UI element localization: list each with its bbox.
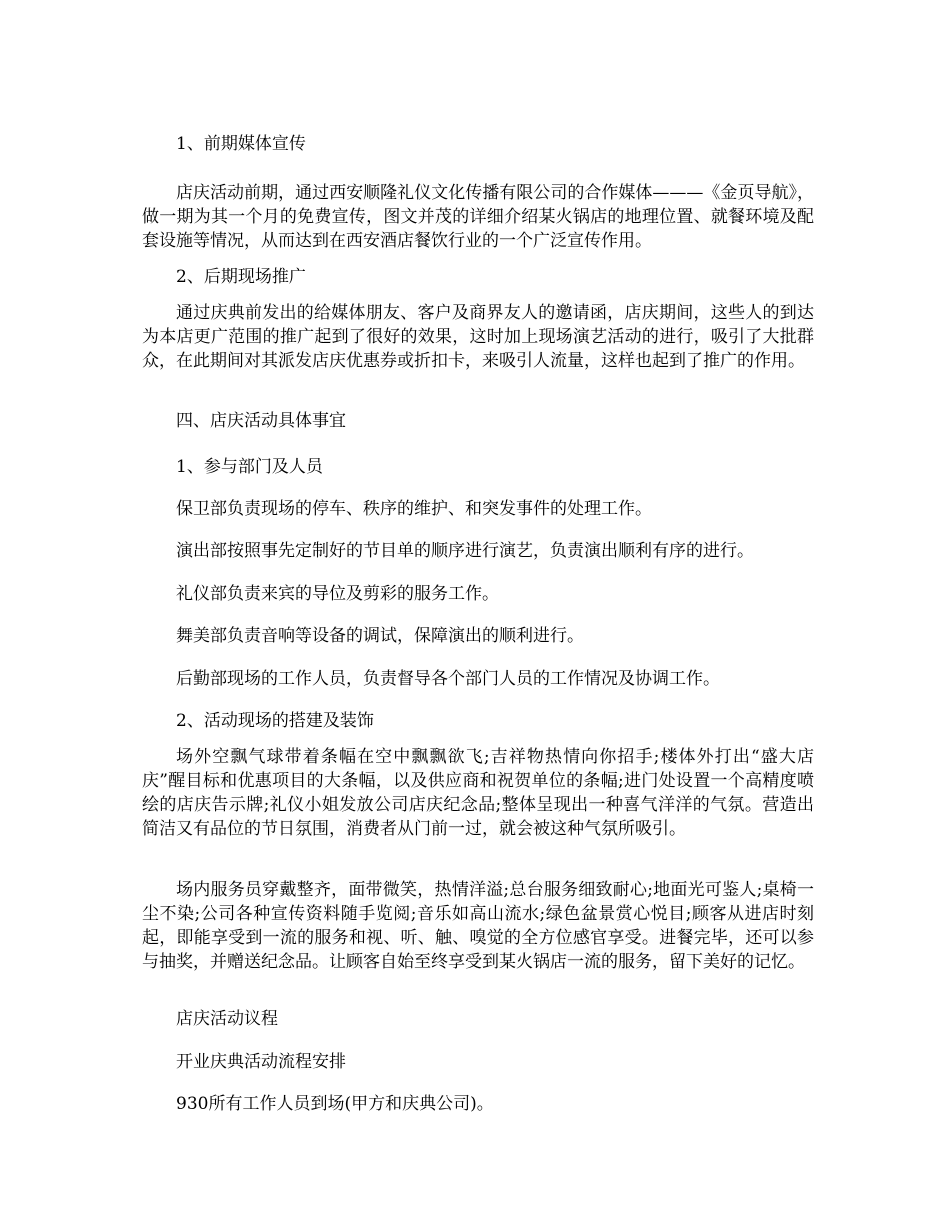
heading-event-details: 四、店庆活动具体事宜 <box>176 411 346 431</box>
paragraph-performance-dept: 演出部按照事先定制好的节目单的顺序进行演艺，负责演出顺利有序的进行。 <box>176 541 754 561</box>
heading-opening-flow: 开业庆典活动流程安排 <box>176 1052 346 1072</box>
heading-venue-setup: 2、活动现场的搭建及装饰 <box>176 711 374 731</box>
heading-event-agenda: 店庆活动议程 <box>176 1009 278 1029</box>
paragraph-indoor-service: 场内服务员穿戴整齐，面带微笑，热情洋溢;总台服务细致耐心;地面光可鉴人;桌椅一尘不染;公司各种宣传资料随手览阅;音乐如高山流水;绿色盆景赏心悦目;顾客从进店时刻起，即能享受到一流的服务和视、听、触、嗅觉的全方位感官享受。进餐完毕，还可以参与抽奖，并赠送纪念品。让顾客自始至终享受到某火锅店一流的服务，留下美好的记忆。 <box>142 880 814 972</box>
paragraph-etiquette-dept: 礼仪部负责来宾的导位及剪彩的服务工作。 <box>176 584 499 604</box>
paragraph-staff-arrival: 930所有工作人员到场(甲方和庆典公司)。 <box>176 1094 494 1114</box>
heading-departments-staff: 1、参与部门及人员 <box>176 457 323 477</box>
heading-pre-media-promotion: 1、前期媒体宣传 <box>176 134 306 154</box>
paragraph-onsite-promotion: 通过庆典前发出的给媒体朋友、客户及商界友人的邀请函，店庆期间，这些人的到达为本店更广范围的推广起到了很好的效果，这时加上现场演艺活动的进行，吸引了大批群众，在此期间对其派发店庆优惠券或折扣卡，来吸引人流量，这样也起到了推广的作用。 <box>142 303 814 371</box>
heading-onsite-promotion: 2、后期现场推广 <box>176 267 306 287</box>
paragraph-outdoor-decoration: 场外空飘气球带着条幅在空中飘飘欲飞;吉祥物热情向你招手;楼体外打出“盛大店庆”醒目标和优惠项目的大条幅，以及供应商和祝贺单位的条幅;进门处设置一个高精度喷绘的店庆告示牌;礼仪小姐发放公司店庆纪念品;整体呈现出一种喜气洋洋的气氛。营造出简洁又有品位的节日氛围，消费者从门前一过，就会被这种气氛所吸引。 <box>142 747 814 839</box>
paragraph-pre-media-promotion: 店庆活动前期，通过西安顺隆礼仪文化传播有限公司的合作媒体———《金页导航》，做一期为其一个月的免费宣传，图文并茂的详细介绍某火锅店的地理位置、就餐环境及配套设施等情况，从而达到在西安酒店餐饮行业的一个广泛宣传作用。 <box>142 183 814 251</box>
paragraph-security-dept: 保卫部负责现场的停车、秩序的维护、和突发事件的处理工作。 <box>176 499 652 519</box>
paragraph-stage-dept: 舞美部负责音响等设备的调试，保障演出的顺利进行。 <box>176 626 584 646</box>
paragraph-logistics-dept: 后勤部现场的工作人员，负责督导各个部门人员的工作情况及协调工作。 <box>176 669 720 689</box>
